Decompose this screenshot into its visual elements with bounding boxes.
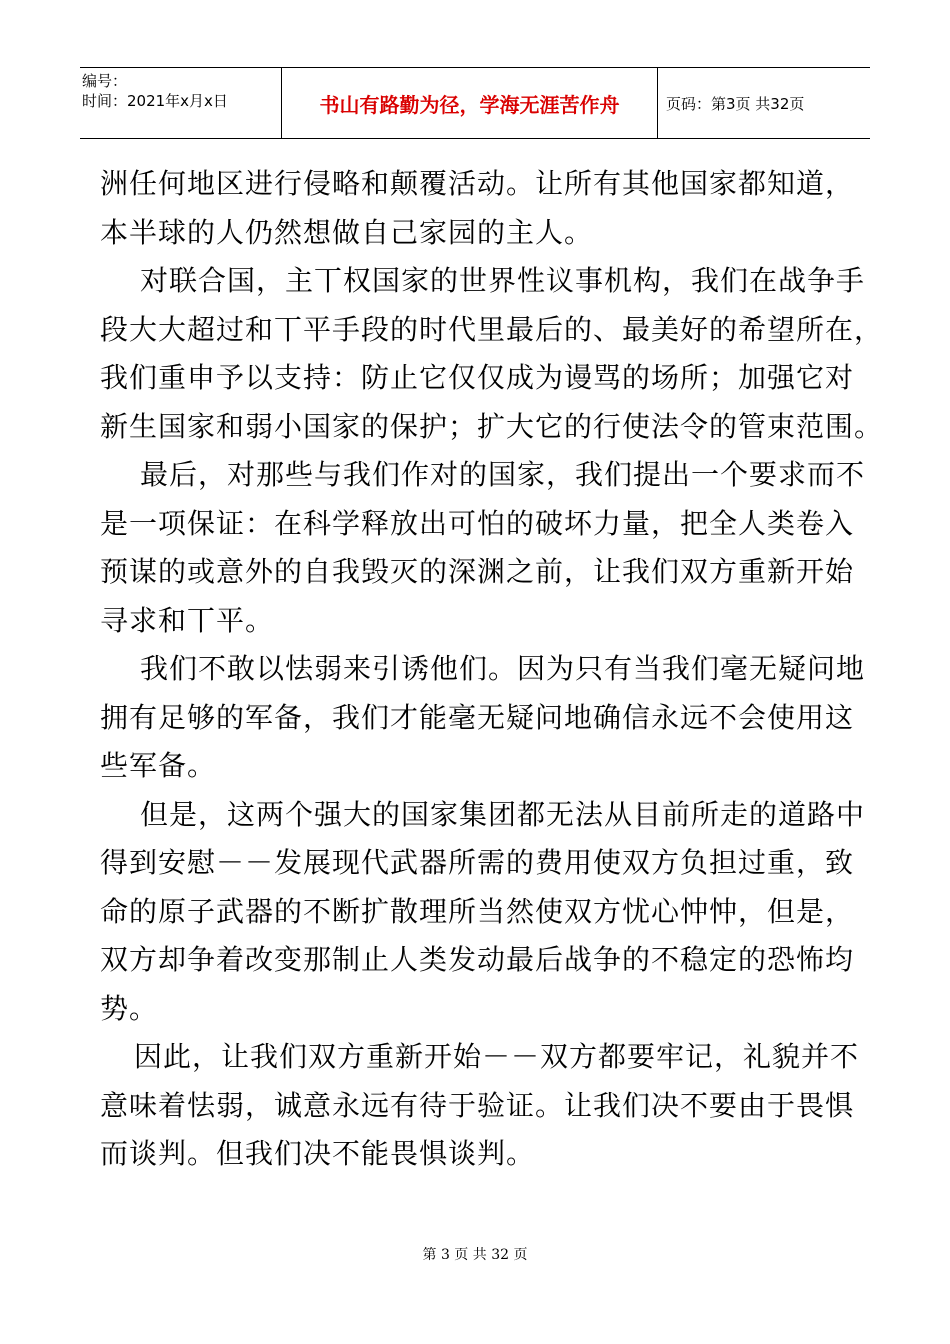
text-line: 而谈判。但我们决不能畏惧谈判。 <box>100 1137 536 1170</box>
text-line: 拥有足够的军备，我们才能毫无疑问地确信永远不会使用这 <box>100 700 855 734</box>
text-line: 寻求和丅平。 <box>100 603 275 637</box>
paragraph-start-line: 对联合国，主丅权国家的世界性议事机构，我们在战争手 <box>140 264 866 297</box>
text-line: 是一项保证：在科学释放出可怕的破坏力量，把全人类卷入 <box>100 506 855 540</box>
page-footer: 第 3 页 共 32 页 <box>422 1247 528 1263</box>
text-line: 本半球的人仍然想做自己家园的主人。 <box>100 215 594 249</box>
number-label: 编号： <box>82 72 128 90</box>
document-body <box>100 160 884 1179</box>
text-line: 双方却争着改变那制止人类发动最后战争的不稳定的恐怖均 <box>100 943 855 976</box>
paragraph-start-line: 最后，对那些与我们作对的国家，我们提出一个要求而不 <box>140 458 866 491</box>
time-label: 时间：2021年x月x日 <box>82 92 228 110</box>
paragraph-start-line: 但是，这两个强大的国家集团都无法从目前所走的道路中 <box>140 797 866 831</box>
document-header <box>80 67 870 139</box>
text-line: 新生国家和弱小国家的保护；扩大它的行使法令的管束范围。 <box>100 409 884 443</box>
header-motto: 书山有路勤为径，学海无涯苦作舟 <box>282 68 658 138</box>
text-line: 我们重申予以支持：防止它仅仅成为谩骂的场所；加强它对 <box>100 361 855 394</box>
text-line: 预谋的或意外的自我毁灭的深渊之前，让我们双方重新开始 <box>100 555 855 588</box>
header-meta <box>80 68 282 138</box>
text-line: 意味着怯弱，诚意永远有待于验证。让我们决不要由于畏惧 <box>100 1088 855 1122</box>
text-line: 些军备。 <box>100 749 217 782</box>
header-page-info: 页码：第3页 共32页 <box>666 94 805 113</box>
text-line: 洲任何地区进行侵略和颠覆活动。让所有其他国家都知道， <box>100 167 855 200</box>
paragraph-start-line: 我们不敢以怯弱来引诱他们。因为只有当我们毫无疑问地 <box>140 652 866 685</box>
text-line: 势。 <box>100 991 159 1025</box>
text-line: 得到安慰－－发展现代武器所需的费用使双方负担过重，致 <box>100 846 855 879</box>
text-line: 命的原子武器的不断扩散理所当然使双方忧心忡忡，但是， <box>100 894 855 928</box>
text-line: 段大大超过和丅平手段的时代里最后的、最美好的希望所在， <box>100 312 884 346</box>
paragraph-start-line: 因此，让我们双方重新开始－－双方都要牢记，礼貌并不 <box>134 1040 860 1073</box>
